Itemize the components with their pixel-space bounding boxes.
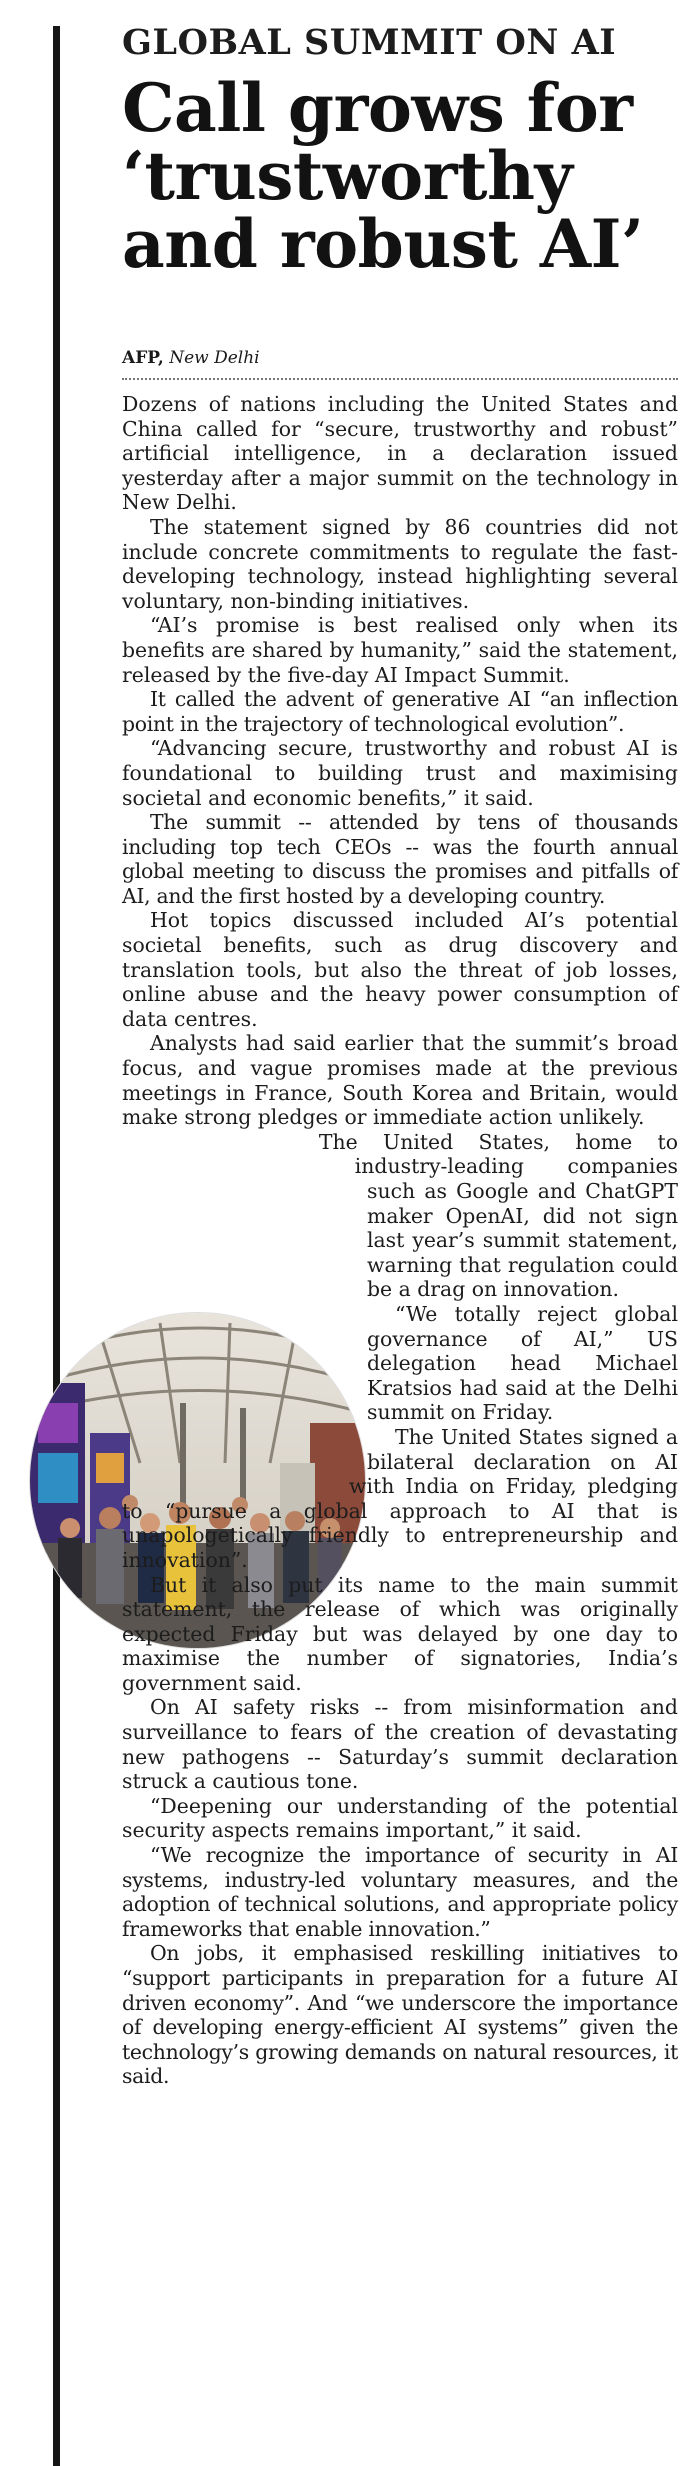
body-paragraph: But it also put its name to the main summit statement, the release of which was originally expected Friday but was delayed by one day to maximise the number of signatories, India’s government said. (122, 1572, 678, 1695)
body-paragraph: It called the advent of generative AI “an inflection point in the trajectory of technological evolution”. (122, 687, 678, 736)
article-body (122, 392, 678, 2089)
byline-place: New Delhi (169, 348, 260, 368)
body-paragraph: The summit -- attended by tens of thousands including top tech CEOs -- was the fourth annual global meeting to discuss the promises and pitfalls of AI, and the first hosted by a developing country. (122, 810, 678, 908)
body-paragraph: “AI’s promise is best realised only when its benefits are shared by humanity,” said the statement, released by the five-day AI Impact Summit. (122, 613, 678, 687)
body-paragraph: Hot topics discussed included AI’s potential societal benefits, such as drug discovery and translation tools, but also the threat of job losses, online abuse and the heavy power consumption of data centres. (122, 908, 678, 1031)
body-paragraph: “We totally reject global governance of AI,” US delegation head Michael Kratsios had said at the Delhi summit on Friday. (367, 1301, 678, 1425)
headline-line: Call grows for (122, 69, 633, 147)
body-paragraph: “We recognize the importance of security in AI systems, industry-led voluntary measures, and the adoption of technical solutions, and appropriate policy frameworks that enable innovation.” (122, 1843, 678, 1941)
headline-line: and robust AI’ (122, 205, 644, 283)
body-paragraph: Dozens of nations including the United States and China called for “secure, trustworthy and robust” artificial intelligence, in a declaration issued yesterday after a major summit on the technology in New Delhi. (122, 392, 678, 515)
byline-agency: AFP, (122, 348, 164, 368)
body-paragraph: On AI safety risks -- from misinformation and surveillance to fears of the creation of devastating new pathogens -- Saturday’s summit declaration struck a cautious tone. (122, 1695, 678, 1794)
byline (122, 348, 260, 368)
photo-wrap-space (32, 1130, 367, 1520)
article-headline (122, 69, 682, 283)
byline-divider (122, 378, 678, 380)
body-paragraph: The United States, home to industry-leading companies such as Google and ChatGPT maker OpenAI, did not sign last year’s summit statement, warning that regulation could be a drag on innovation. (318, 1129, 678, 1302)
article-kicker: GLOBAL SUMMIT ON AI (122, 22, 617, 63)
body-paragraph: On jobs, it emphasised reskilling initiatives to “support participants in preparation for a future AI driven economy”. And “we underscore the importance of developing energy-efficient AI systems” given the technology’s growing demands on natural resources, it said. (122, 1941, 678, 2089)
body-paragraph: Analysts had said earlier that the summit’s broad focus, and vague promises made at the previous meetings in France, South Korea and Britain, would make strong pledges or immediate action unlikely. (122, 1031, 678, 1130)
body-paragraph: “Deepening our understanding of the potential security aspects remains important,” it said. (122, 1793, 678, 1843)
body-paragraph: “Advancing secure, trustworthy and robust AI is foundational to building trust and maximising societal and economic benefits,” it said. (122, 736, 678, 810)
body-paragraph: The statement signed by 86 countries did not include concrete commitments to regulate the fast-developing technology, instead highlighting several voluntary, non-binding initiatives. (122, 514, 678, 613)
headline-line: ‘trustworthy (122, 137, 573, 215)
body-paragraph: The United States signed a bilateral declaration on AI with India on Friday, pledging to “pursue a global approach to AI that is unapologetically friendly to entrepreneurship and innovation”. (122, 1424, 678, 1572)
